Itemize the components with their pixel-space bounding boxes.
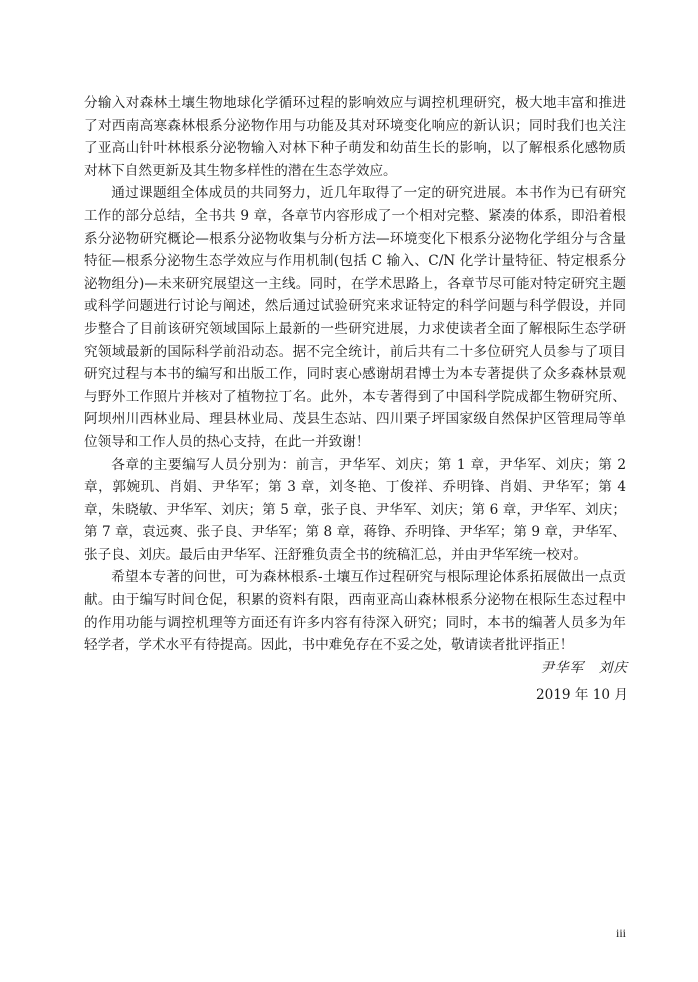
- paragraph-chapter-authors: 各章的主要编写人员分别为：前言，尹华军、刘庆；第 1 章，尹华军、刘庆；第 2 章，郭婉玑、肖娟、尹华军；第 3 章，刘冬艳、丁俊祥、乔明锋、肖娟、尹华军；第 4 章，朱晓敏、尹华军、刘庆；第 5 章，张子良、尹华军、刘庆；第 6 章，尹华军、刘庆；第 7 章，袁远爽、张子良、尹华军；第 8 章，蒋铮、乔明锋、尹华军；第 9 章，尹华军、张子良、刘庆。最后由尹华军、汪舒雅负责全书的统稿汇总，并由尹华军统一校对。: [84, 456, 626, 563]
- page-number: iii: [615, 926, 626, 940]
- paragraph-closing: 希望本专著的问世，可为森林根系-土壤互作过程研究与根际理论体系拓展做出一点贡献。由于编写时间仓促，积累的资料有限，西南亚高山森林根系分泌物在根际生态过程中的作用功能与调控机理等方面还有许多内容有待深入研究；同时，本书的编著人员多为年轻学者，学术水平有待提高。因此，书中难免存在不妥之处，敬请读者批评指正！: [84, 569, 626, 654]
- paragraph-continuation: 分输入对森林土壤生物地球化学循环过程的影响效应与调控机理研究，极大地丰富和推进了对西南高寒森林根系分泌物作用与功能及其对环境变化响应的新认识；同时我们也关注了亚高山针叶林根系分泌物输入对林下种子萌发和幼苗生长的影响，以了解根系化感物质对林下自然更新及其生物多样性的潜在生态学效应。: [84, 95, 626, 179]
- preface-body: [84, 92, 626, 657]
- signature-block: [536, 657, 628, 706]
- author-names: 尹华军 刘庆: [540, 660, 628, 676]
- signature-date: 2019 年 10 月: [535, 686, 628, 703]
- paragraph-research-progress: 通过课题组全体成员的共同努力，近几年取得了一定的研究进展。本书作为已有研究工作的部分总结，全书共 9 章，各章节内容形成了一个相对完整、紧凑的体系，即沿着根系分泌物研究概论—根系分泌物收集与分析方法—环境变化下根系分泌物化学组分与含量特征—根系分泌物生态学效应与作用机制(包括 C 输入、C/N 化学计量特征、特定根系分泌物组分)—未来研究展望这一主线。同时，在学术思路上，各章节尽可能对特定研究主题或科学问题进行讨论与阐述，然后通过试验研究来求证特定的科学问题与科学假设，并同步整合了目前该研究领域国际上最新的一些研究进展，力求使读者全面了解根际生态学研究领域最新的国际科学前沿动态。据不完全统计，前后共有二十多位研究人员参与了项目研究过程与本书的编写和出版工作，同时衷心感谢胡君博士为本专著提供了众多森林景观与野外工作照片并核对了植物拉丁名。此外，本专著得到了中国科学院成都生物研究所、阿坝州川西林业局、理县林业局、茂县生态站、四川栗子坪国家级自然保护区管理局等单位领导和工作人员的热心支持，在此一并致谢！: [84, 185, 626, 450]
